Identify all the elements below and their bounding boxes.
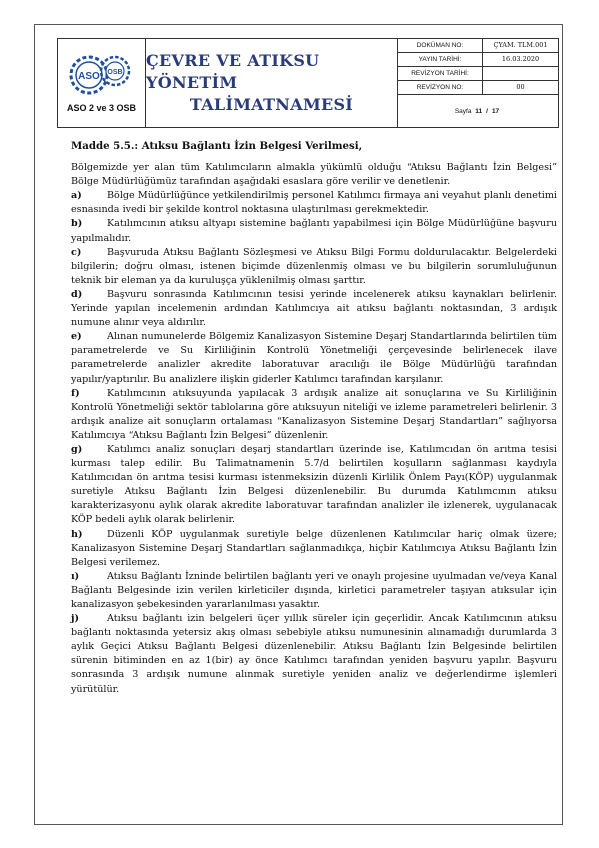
list-item — [71, 330, 557, 386]
document-body — [71, 133, 557, 697]
document-title — [146, 39, 398, 127]
svg-text:OSB: OSB — [107, 69, 123, 76]
list-item — [71, 387, 557, 443]
page-separator: / — [486, 107, 488, 115]
title-line-2: TALİMATNAMESİ — [189, 95, 354, 114]
item-letter: j) — [71, 613, 80, 625]
item-letter: g) — [71, 443, 83, 455]
item-letter: b) — [71, 218, 83, 230]
item-letter: f) — [71, 387, 80, 399]
logo-cell — [58, 39, 146, 127]
meta-row-publish-date — [398, 53, 558, 67]
meta-key: REVİZYON NO: — [398, 81, 483, 94]
list-item — [71, 246, 557, 288]
meta-row-document-no — [398, 39, 558, 53]
item-letter: e) — [71, 331, 82, 343]
item-text: Katılımcının atıksuyunda yapılacak 3 ardışık analize ait sonuçlarına ve Su Kirliliğinin Kontrolü Yönetmeliği sektör tablolarına göre atıksuyun niteliği ve izleme parametreleri belirlenir. 3 ardışık analize ait sonuçların ortalaması “Kanalizasyon Sistemine Deşarj Standartları” sağlıyorsa Katılımcıya “Atıksu Bağlantı İzin Belgesi” düzenlenir. — [71, 387, 557, 441]
item-text: Alınan numunelerde Bölgemiz Kanalizasyon Sistemine Deşarj Standartlarında belirtilen tüm parametrelerde ve Su Kirliliğinin Kontrolü Yönetmeliği çerçevesinde belirlenecek ilave parametrelerde analizler akredite laboratuvar aracılığı ile Bölge Müdürlüğü tarafından yapılır/yaptırılır. Bu analizlere ilişkin giderler Katılımcı tarafından karşılanır. — [71, 331, 557, 385]
meta-value: ÇYAM. TLM.001 — [493, 41, 548, 49]
aso-gear-logo-icon — [67, 50, 137, 100]
item-letter: a) — [71, 190, 82, 202]
page-current: 11 — [475, 107, 483, 115]
list-item — [71, 443, 557, 528]
list-item — [71, 528, 557, 570]
meta-key: YAYIN TARİHİ: — [398, 53, 483, 66]
item-text: Katılımcının atıksu altyapı sistemine bağlantı yapabilmesi için Bölge Müdürlüğüne başvuru yapılmalıdır. — [71, 218, 557, 244]
item-text: Katılımcı analiz sonuçları deşarj standartları üzerinde ise, Katılımcıdan ön arıtma tesisi kurması talep edilir. Bu Talimatnamenin 5.7/d belirtilen koşulların sağlanması kaydıyla Katılımcıdan ön arıtma tesisi kurması istenmeksizin düzenli Kirlilik Önlem Payı(KÖP) uygulanmak suretiyle Atıksu Bağlantı İzin Belgesi düzenlenebilir. Bu durumda Katılımcının atıksu karakterizasyonu aylık olarak akredite laboratuvar tarafından analizler ile izlenerek, uygulanacak KÖP bedeli aylık olarak belirlenir. — [71, 443, 557, 526]
page-number — [398, 95, 558, 127]
section-title: Madde 5.5.: Atıksu Bağlantı İzin Belgesi Verilmesi, — [71, 140, 363, 152]
list-item — [71, 570, 557, 612]
page-label: Sayfa — [454, 107, 472, 115]
intro-paragraph: Bölgemizde yer alan tüm Katılımcıların almakla yükümlü olduğu “Atıksu Bağlantı İzin Belgesi” Bölge Müdürlüğümüz tarafından aşağıdaki esaslara göre verilir ve denetlenir. — [71, 162, 557, 188]
list-item — [71, 217, 557, 245]
meta-key: DOKÜMAN NO: — [398, 39, 483, 52]
meta-value — [483, 67, 558, 80]
page-total: 17 — [491, 107, 500, 115]
meta-value: 00 — [516, 83, 525, 91]
title-line-1: ÇEVRE VE ATIKSU YÖNETİM — [146, 51, 320, 92]
list-item — [71, 612, 557, 697]
meta-value: 16.03.2020 — [501, 55, 540, 63]
item-text: Başvuruda Atıksu Bağlantı Sözleşmesi ve Atıksu Bilgi Formu doldurulacaktır. Belgelerdeki bilgilerin; doğru olması, istenen biçimde düzenlenmiş olması ve bu bilgilerin sorumluluğunun teknik bir eleman ya da kuruluşça yüklenilmiş olması şarttır. — [71, 246, 557, 286]
item-letter: d) — [71, 288, 83, 300]
item-letter: h) — [71, 528, 83, 540]
list-item — [71, 189, 557, 217]
item-letter: c) — [71, 246, 82, 258]
meta-key: REVİZYON TARİHİ: — [398, 67, 483, 80]
item-text: Atıksu Bağlantı İzninde belirtilen bağlantı yeri ve onaylı projesine uyulmadan ve/veya Kanal Bağlantı Belgesinde izin verilen kirleticiler dışında, kirletici parametreler taşıyan atıksular için kanalizasyon şebekesinden yararlanılması yasaktır. — [71, 570, 557, 610]
document-meta-table — [398, 39, 558, 127]
meta-row-revision-date — [398, 67, 558, 81]
svg-text:ASO: ASO — [78, 71, 100, 82]
item-text: Düzenli KÖP uygulanmak suretiyle belge düzenlenen Katılımcılar hariç olmak üzere; Kanalizasyon Sistemine Deşarj Standartları sağlanmadıkça, hiçbir Katılımcıya Atıksu Bağlantı İzin Belgesi verilemez. — [71, 528, 557, 568]
logo-caption: ASO 2 ve 3 OSB — [66, 103, 137, 113]
item-text: Atıksu bağlantı izin belgeleri üçer yıllık süreler için geçerlidir. Ancak Katılımcının atıksu bağlantı noktasında yetersiz akış olması sebebiyle atıksu numunesinin alınamadığı durumlarda 3 aylık Geçici Atıksu Bağlantı Belgesi düzenlenebilir. Atıksu Bağlantı İzin Belgesinde belirtilen sürenin bitiminden en az 1(bir) ay önce Katılımcı tarafından yeniden başvuru yapılır. Başvuru sonrasında 3 ardışık numune alınmak suretiyle yeniden analiz ve değerlendirme işlemleri yürütülür. — [71, 613, 557, 695]
meta-row-revision-no — [398, 81, 558, 95]
list-item — [71, 288, 557, 330]
item-text: Başvuru sonrasında Katılımcının tesisi yerinde incelenerek atıksu kaynakları belirlenir. Yerinde yapılan incelemenin ardından Katılımcıya ait atıksu bağlantı noktasından, 3 ardışık numune alınır veya aldırılır. — [71, 288, 557, 329]
item-letter: ı) — [71, 570, 80, 582]
document-header — [57, 38, 559, 128]
item-text: Bölge Müdürlüğünce yetkilendirilmiş personel Katılımcı firmaya ani veyahut planlı denetimi esnasında ivedi bir şekilde kontrol noktasına ulaştırılması gerekmektedir. — [71, 190, 557, 216]
